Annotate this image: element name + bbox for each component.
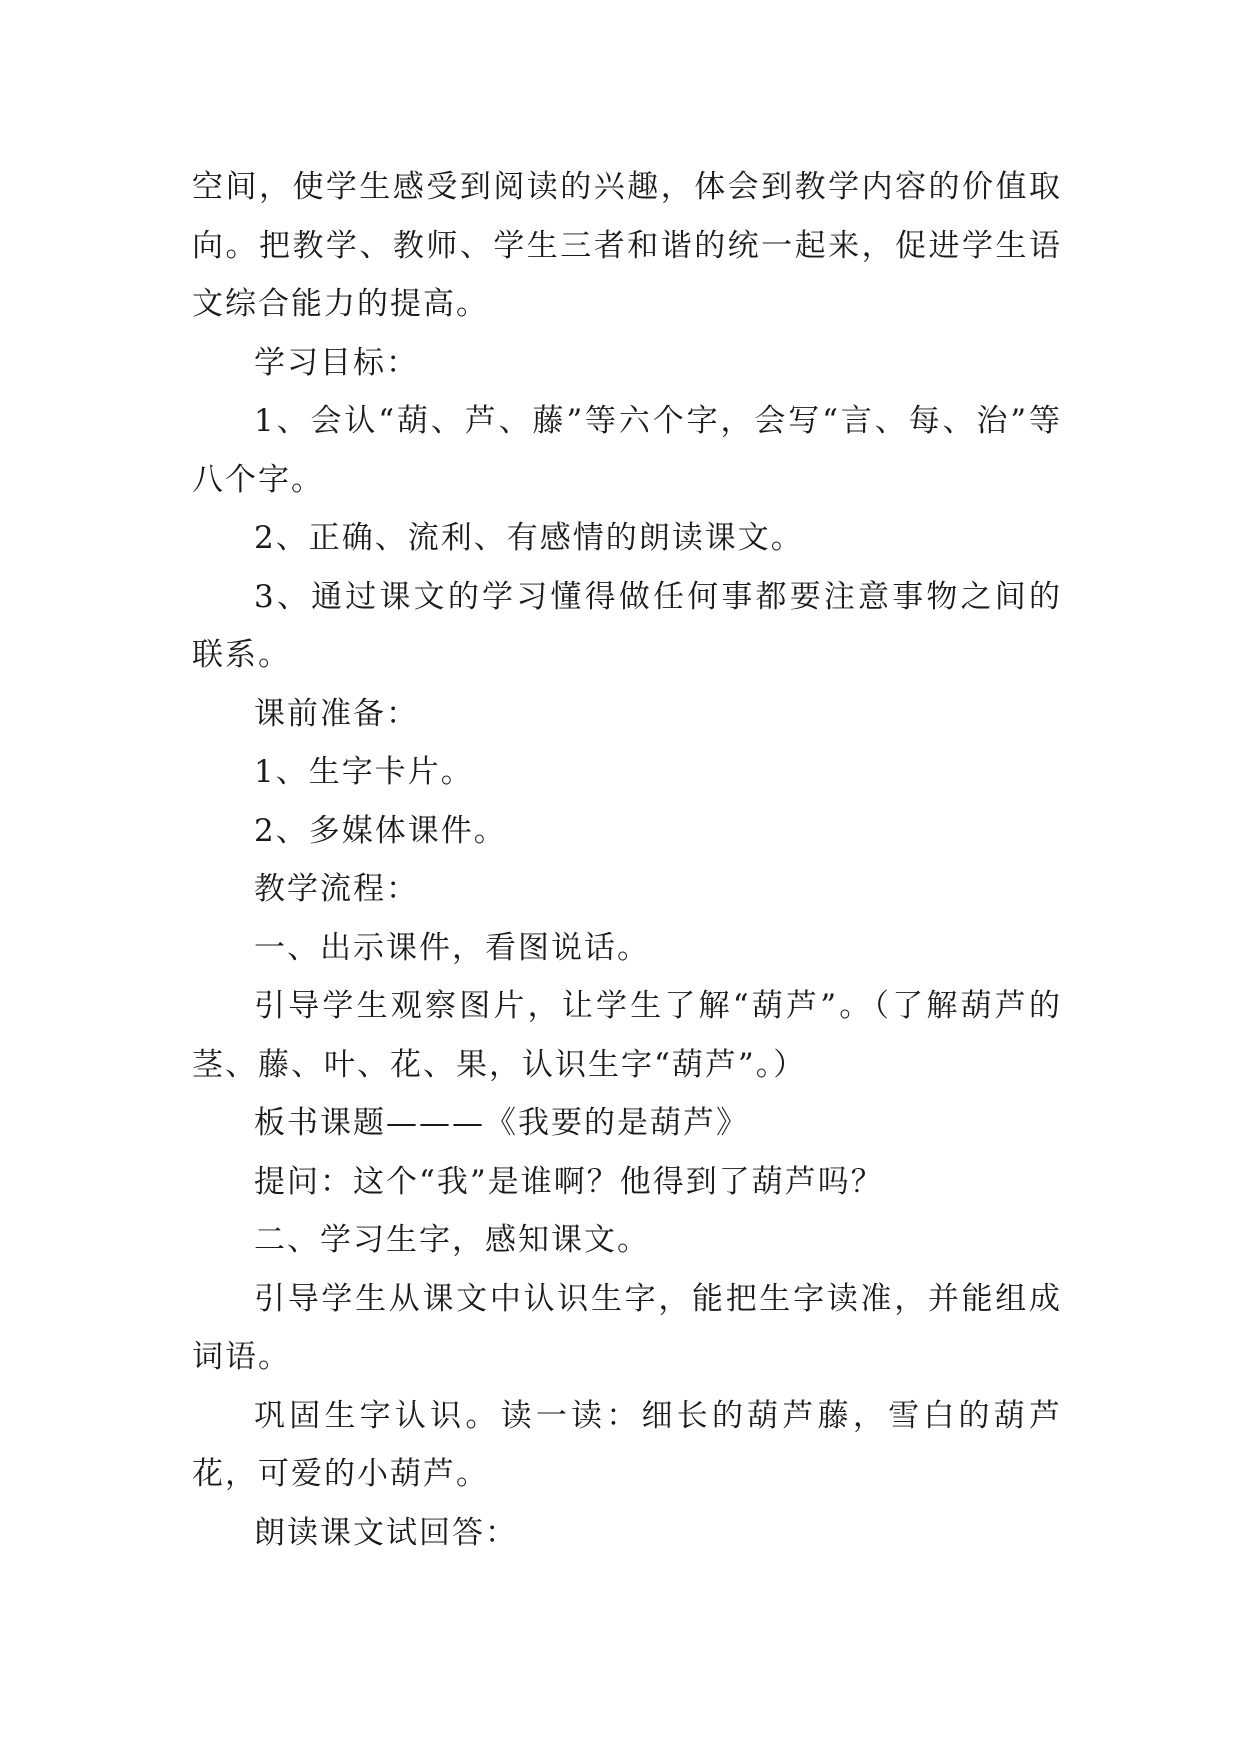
document-body	[192, 158, 1062, 1562]
preparation-item-1: 1、生字卡片。	[254, 754, 474, 790]
heading-teaching-process: 教学流程：	[254, 871, 419, 907]
process-step-2-detail: 引导学生从课文中认识生字，能把生字读准，并能组成词语。	[192, 1280, 1062, 1375]
heading-preparation: 课前准备：	[254, 695, 419, 732]
reading-answer-line: 朗读课文试回答：	[254, 1514, 518, 1551]
process-step-1-heading: 一、出示课件，看图说话。	[254, 929, 650, 966]
process-step-2-heading: 二、学习生字，感知课文。	[254, 1222, 650, 1258]
goal-item-2: 2、正确、流利、有感情的朗读课文。	[254, 520, 804, 556]
question-line: 提问：这个“我”是谁啊？他得到了葫芦吗？	[254, 1163, 884, 1200]
paragraph-intro-continued: 空间，使学生感受到阅读的兴趣，体会到教学内容的价值取向。把教学、教师、学生三者和谐的统一起来，促进学生语文综合能力的提高。	[192, 169, 1062, 322]
preparation-item-2: 2、多媒体课件。	[254, 812, 507, 849]
goal-item-1: 1、会认“葫、芦、藤”等六个字，会写“言、每、治”等八个字。	[192, 403, 1062, 498]
board-title-line: 板书课题———《我要的是葫芦》	[254, 1105, 749, 1141]
reinforcement-line: 巩固生字认识。读一读：细长的葫芦藤，雪白的葫芦花，可爱的小葫芦。	[192, 1397, 1062, 1492]
process-step-1-detail: 引导学生观察图片，让学生了解“葫芦”。（了解葫芦的茎、藤、叶、花、果，认识生字“葫芦”。）	[192, 988, 1062, 1083]
goal-item-3: 3、通过课文的学习懂得做任何事都要注意事物之间的联系。	[192, 578, 1062, 673]
heading-learning-goals: 学习目标：	[254, 344, 419, 381]
